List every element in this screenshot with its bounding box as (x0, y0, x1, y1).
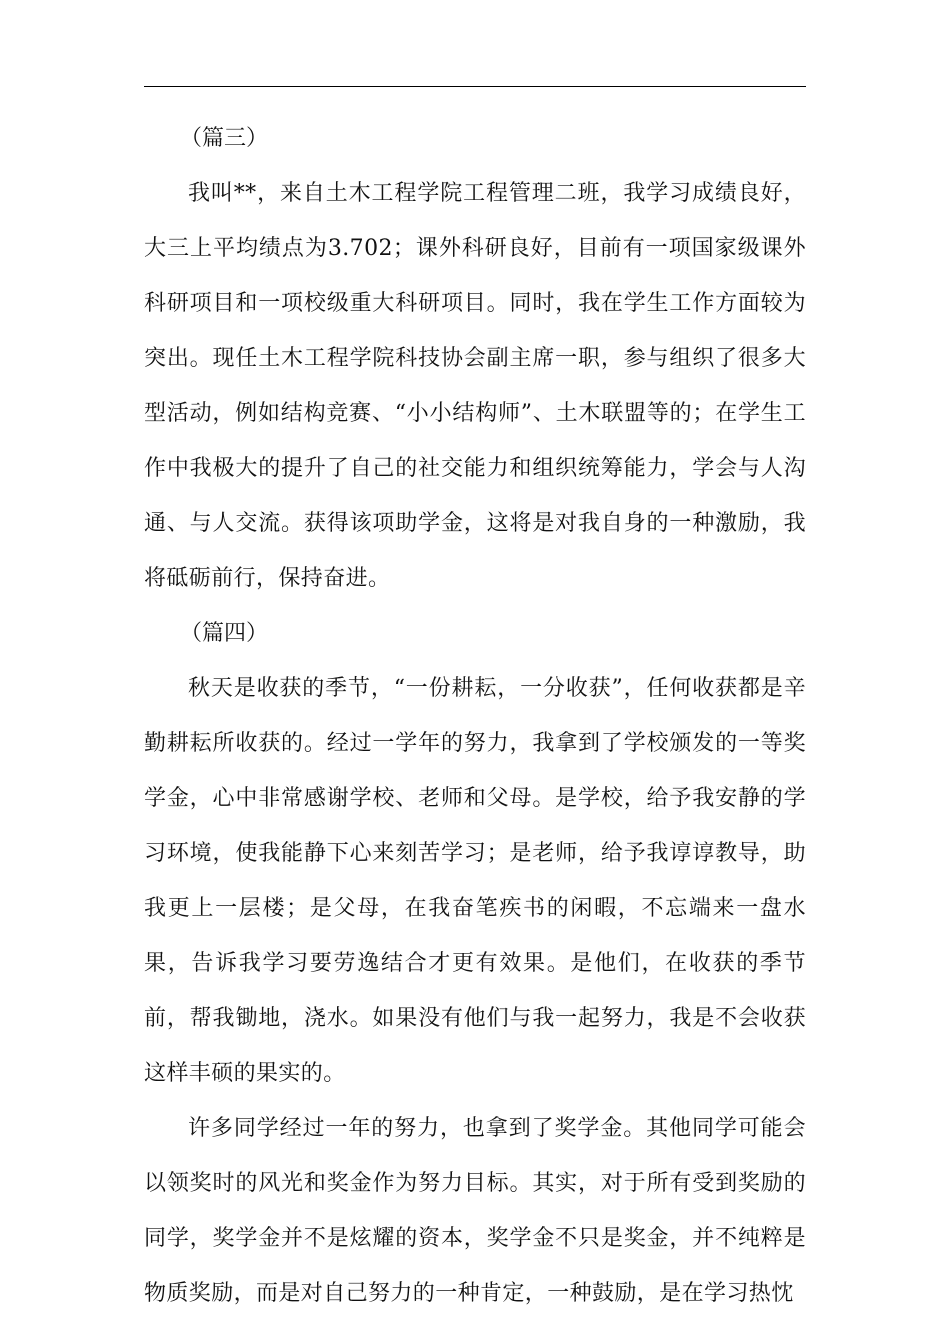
header-rule (144, 86, 806, 87)
paragraph-part4-classmates: 许多同学经过一年的努力，也拿到了奖学金。其他同学可能会以领奖时的风光和奖金作为努力目标。其实，对于所有受到奖励的同学，奖学金并不是炫耀的资本，奖学金不只是奖金，并不纯粹是物质奖励，而是对自己努力的一种肯定，一种鼓励，是在学习热忱 (144, 1116, 806, 1306)
section-label-part3: （篇三） (180, 126, 269, 151)
paragraph-part4-autumn: 秋天是收获的季节，“一份耕耘，一分收获”，任何收获都是辛勤耕耘所收获的。经过一学年的努力，我拿到了学校颁发的一等奖学金，心中非常感谢学校、老师和父母。是学校，给予我安静的学习环境，使我能静下心来刻苦学习；是老师，给予我谆谆教导，助我更上一层楼；是父母，在我奋笔疾书的闲暇，不忘端来一盘水果，告诉我学习要劳逸结合才更有效果。是他们，在收获的季节前，帮我锄地，浇水。如果没有他们与我一起努力，我是不会收获这样丰硕的果实的。 (144, 676, 806, 1086)
section-label-part4: （篇四） (180, 621, 269, 646)
document-body (144, 111, 806, 1321)
paragraph-part3-intro: 我叫**，来自土木工程学院工程管理二班，我学习成绩良好，大三上平均绩点为3.702；课外科研良好，目前有一项国家级课外科研项目和一项校级重大科研项目。同时，我在学生工作方面较为突出。现任土木工程学院科技协会副主席一职，参与组织了很多大型活动，例如结构竞赛、“小小结构师”、土木联盟等的；在学生工作中我极大的提升了自己的社交能力和组织统筹能力，学会与人沟通、与人交流。获得该项助学金，这将是对我自身的一种激励，我将砥砺前行，保持奋进。 (144, 181, 806, 591)
